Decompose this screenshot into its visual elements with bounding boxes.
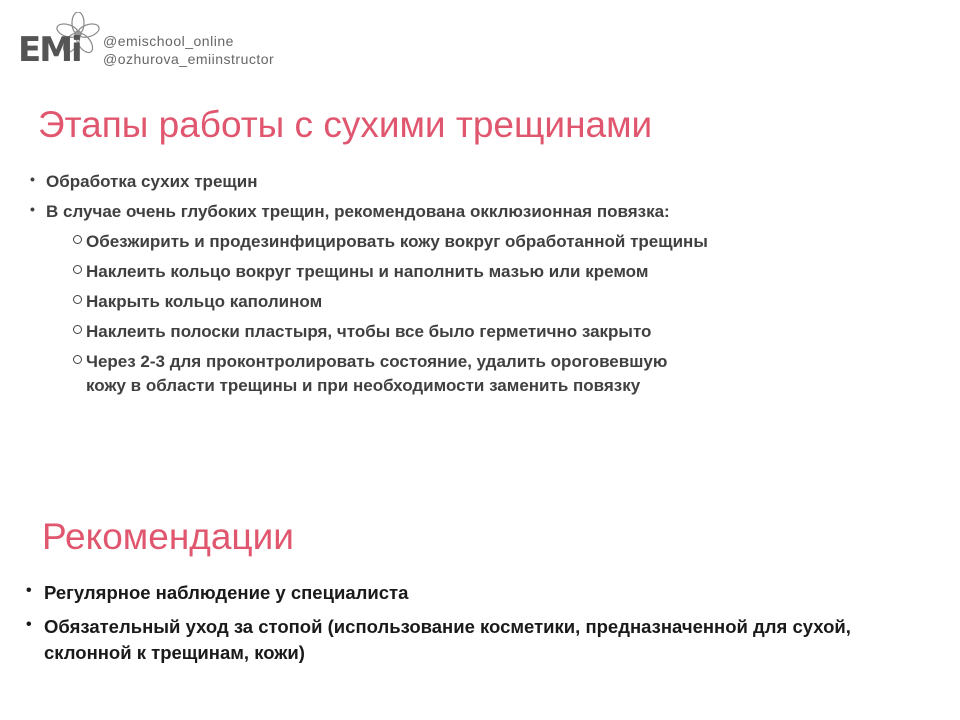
list-item-text: Регулярное наблюдение у специалиста (44, 582, 409, 603)
dressing-steps-list (73, 230, 708, 398)
circle-bullet-icon (73, 295, 82, 304)
list-item-text: В случае очень глубоких трещин, рекомендована окклюзионная повязка: (46, 202, 670, 221)
sub-item-text: Наклеить кольцо вокруг трещины и наполнить мазью или кремом (86, 262, 649, 281)
sub-item-text: Накрыть кольцо каполином (86, 292, 323, 311)
sub-item-text: Наклеить полоски пластыря, чтобы все было герметично закрыто (86, 322, 652, 341)
sub-list-item (73, 260, 708, 284)
circle-bullet-icon (73, 325, 82, 334)
bullet-icon: • (30, 201, 35, 217)
list-item-text: Обработка сухих трещин (46, 172, 258, 191)
stages-list (28, 170, 708, 404)
sub-item-text: Обезжирить и продезинфицировать кожу вокруг обработанной трещины (86, 232, 708, 251)
section-title-recommendations: Рекомендации (42, 516, 294, 557)
bullet-icon: • (30, 171, 35, 187)
circle-bullet-icon (73, 235, 82, 244)
handle-instructor: @ozhurova_emiinstructor (103, 51, 275, 67)
sub-list-item (73, 230, 708, 254)
sub-item-text: Через 2-3 для проконтролировать состояние, удалить ороговевшую кожу в области трещины и при необходимости заменить повязку (86, 352, 668, 395)
social-handles (103, 32, 274, 68)
circle-bullet-icon (73, 355, 82, 364)
list-item (28, 200, 708, 224)
header (16, 12, 316, 72)
sub-list-item (73, 320, 708, 344)
sub-list-item (73, 290, 708, 314)
circle-bullet-icon (73, 265, 82, 274)
sub-list-item (73, 350, 708, 398)
logo-text: EMi (18, 30, 81, 70)
list-item (24, 580, 904, 606)
section-title-stages: Этапы работы с сухими трещинами (38, 104, 653, 145)
bullet-icon: • (26, 582, 32, 599)
list-item (28, 170, 708, 194)
list-item (24, 614, 904, 666)
handle-emischool: @emischool_online (103, 33, 234, 49)
list-item-text: Обязательный уход за стопой (использование косметики, предназначенной для сухой, склонной к трещинам, кожи) (44, 616, 851, 663)
recommendations-list (24, 580, 904, 674)
bullet-icon: • (26, 616, 32, 633)
